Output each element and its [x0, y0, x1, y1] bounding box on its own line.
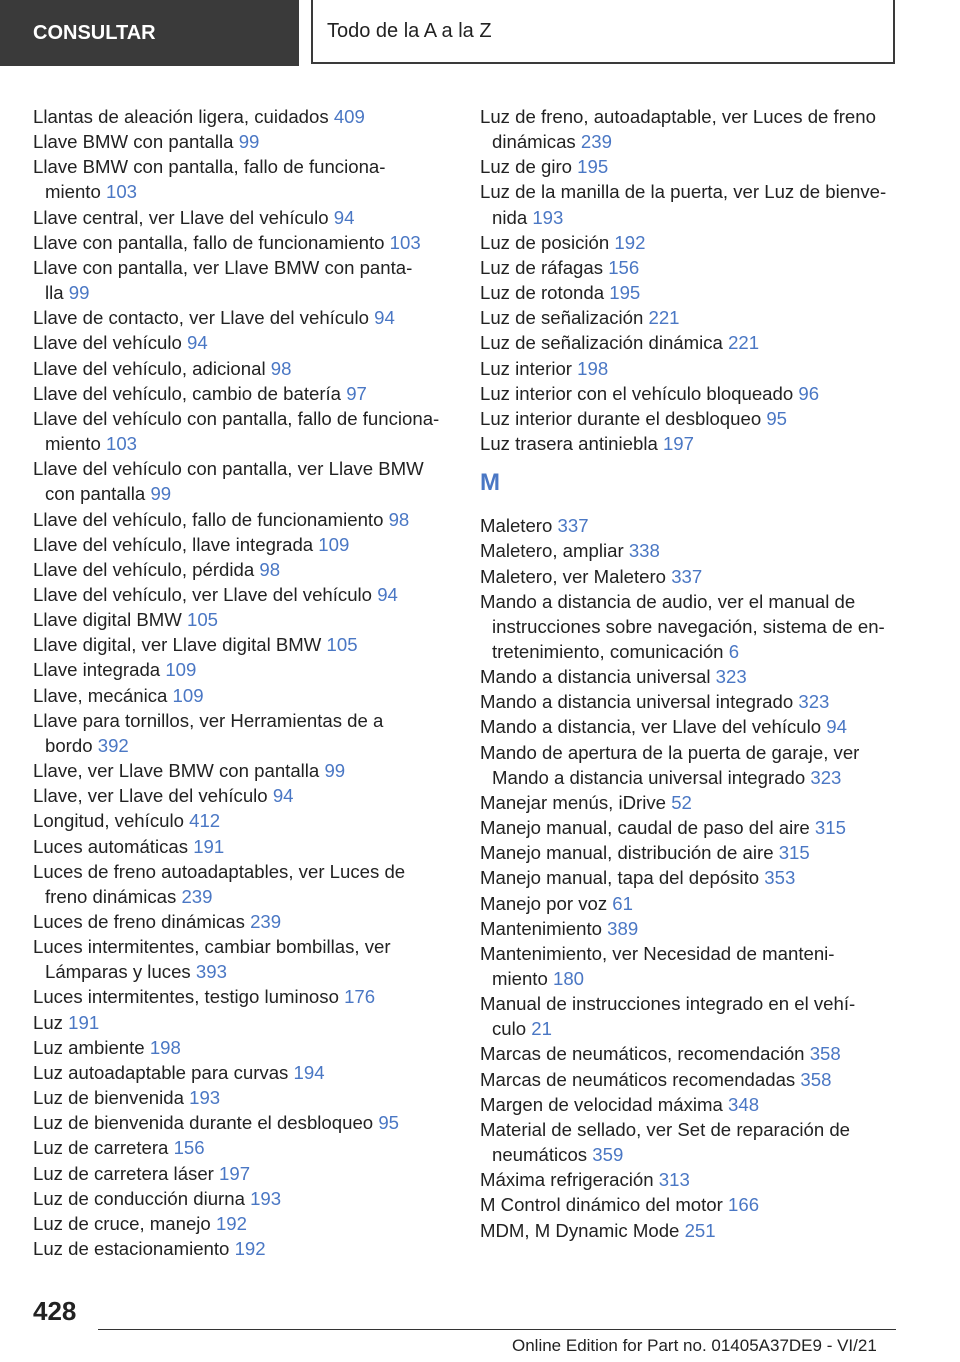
entry-term: Luz de la manilla de la puerta, ver Luz de bienve-: [480, 181, 887, 203]
entry-term: Llave, mecánica: [33, 684, 168, 706]
index-entry: [33, 758, 453, 783]
page-reference-link[interactable]: 192: [215, 1212, 247, 1234]
index-entry: [480, 891, 900, 916]
entry-term: bordo: [45, 734, 93, 756]
page-reference-link[interactable]: 94: [333, 206, 355, 228]
index-entry: [33, 683, 453, 708]
index-entry: [480, 179, 900, 229]
entry-term: nida: [492, 206, 528, 228]
footer-divider: [98, 1329, 896, 1330]
page-reference-link[interactable]: 98: [270, 357, 292, 379]
entry-term: Llave del vehículo, fallo de funcionamiento: [33, 508, 384, 530]
index-entry: [33, 934, 453, 984]
page-reference-link[interactable]: 198: [577, 357, 609, 379]
entry-term: MDM, M Dynamic Mode: [480, 1219, 680, 1241]
index-entry: [480, 330, 900, 355]
index-entry: [480, 865, 900, 890]
entry-term: Luz de carretera: [33, 1137, 169, 1159]
index-entry: [33, 1161, 453, 1186]
entry-term: Llave, ver Llave del vehículo: [33, 785, 268, 807]
page-reference-link[interactable]: 99: [324, 760, 346, 782]
page-reference-link[interactable]: 98: [388, 508, 410, 530]
entry-term: Llave con pantalla, fallo de funcionamiento: [33, 231, 385, 253]
page-reference-link[interactable]: 61: [612, 892, 633, 914]
page-reference-link[interactable]: 99: [150, 483, 172, 505]
index-entry: [33, 834, 453, 859]
page-reference-link[interactable]: 409: [333, 106, 365, 127]
entry-term: culo: [492, 1018, 527, 1040]
entry-term: Luz de freno, autoadaptable, ver Luces de freno: [480, 106, 876, 127]
page-reference-link[interactable]: 337: [671, 565, 703, 587]
page-reference-link[interactable]: 194: [293, 1061, 325, 1083]
entry-term: Mando a distancia universal integrado: [480, 691, 794, 713]
index-entry: [33, 255, 453, 305]
entry-term: Luz de posición: [480, 231, 610, 253]
page-reference-link[interactable]: 21: [531, 1018, 552, 1040]
index-entry: [480, 664, 900, 689]
page-reference-link[interactable]: 198: [149, 1036, 181, 1058]
entry-term: Mando a distancia universal integrado: [492, 766, 806, 788]
index-entry: [480, 916, 900, 941]
entry-term: Máxima refrigeración: [480, 1169, 654, 1191]
page-reference-link[interactable]: 337: [557, 515, 589, 537]
entry-term: Llave con pantalla, ver Llave BMW con panta-: [33, 256, 413, 278]
index-entry: [33, 582, 453, 607]
page-reference-link[interactable]: 156: [173, 1137, 205, 1159]
entry-term: Mando a distancia universal: [480, 666, 711, 688]
page-reference-link[interactable]: 94: [377, 583, 398, 605]
index-entry: [33, 154, 453, 204]
entry-term: Margen de velocidad máxima: [480, 1093, 723, 1115]
page-reference-link[interactable]: 94: [187, 332, 208, 354]
page-reference-link[interactable]: 105: [186, 609, 219, 631]
index-entry: [33, 1135, 453, 1160]
page-reference-link[interactable]: 389: [607, 917, 639, 939]
index-entry: [33, 708, 453, 758]
index-entry: [33, 632, 453, 657]
page-reference-link[interactable]: 195: [577, 156, 609, 178]
page-reference-link[interactable]: 221: [728, 332, 760, 354]
entry-term: Manejo por voz: [480, 892, 608, 914]
index-entry: [480, 689, 900, 714]
index-entry: [480, 941, 900, 991]
entry-term: Luz de señalización dinámica: [480, 332, 723, 354]
page-reference-link[interactable]: 393: [195, 961, 227, 983]
entry-term: Llave del vehículo, cambio de batería: [33, 382, 342, 404]
entry-term: instrucciones sobre navegación, sistema de en-: [492, 615, 885, 637]
index-entry: [33, 381, 453, 406]
index-entry: [33, 230, 453, 255]
entry-term: Material de sellado, ver Set de reparación de: [480, 1118, 851, 1140]
index-entry: [480, 280, 900, 305]
entry-term: Luz de carretera láser: [33, 1162, 214, 1184]
index-group-l: [480, 104, 900, 456]
entry-term: Luz de ráfagas: [480, 256, 604, 278]
entry-term: Llave BMW con pantalla, fallo de funciona-: [33, 156, 386, 178]
entry-term: Llave para tornillos, ver Herramientas de a: [33, 709, 384, 731]
page-reference-link[interactable]: 239: [181, 885, 213, 907]
index-entry: [33, 1010, 453, 1035]
page-reference-link[interactable]: 95: [766, 407, 788, 429]
entry-term: Marcas de neumáticos recomendadas: [480, 1068, 796, 1090]
page-reference-link[interactable]: 109: [318, 533, 350, 555]
page-reference-link[interactable]: 358: [800, 1068, 832, 1090]
chapter-tab: Todo de la A a la Z: [311, 0, 895, 64]
entry-term: dinámicas: [492, 131, 576, 153]
index-entry: [480, 840, 900, 865]
page-reference-link[interactable]: 6: [728, 640, 740, 662]
page-reference-link[interactable]: 193: [189, 1087, 221, 1109]
page-reference-link[interactable]: 353: [764, 867, 796, 889]
entry-term: miento: [45, 433, 101, 455]
entry-term: Llave integrada: [33, 659, 161, 681]
entry-term: Luces automáticas: [33, 835, 189, 857]
index-entry: [33, 1035, 453, 1060]
section-letter: M: [480, 469, 500, 497]
index-entry: [480, 230, 900, 255]
page-reference-link[interactable]: 323: [810, 766, 842, 788]
entry-term: Longitud, vehículo: [33, 810, 184, 832]
entry-term: freno dinámicas: [45, 885, 177, 907]
page-reference-link[interactable]: 98: [259, 558, 281, 580]
page-reference-link[interactable]: 197: [219, 1162, 251, 1184]
page-reference-link[interactable]: 197: [662, 433, 694, 455]
page-reference-link[interactable]: 348: [728, 1093, 760, 1115]
index-entry: [33, 557, 453, 582]
index-entry: [480, 154, 900, 179]
index-column-left: [33, 104, 453, 1261]
entry-term: Manejo manual, tapa del depósito: [480, 867, 760, 889]
page-reference-link[interactable]: 180: [552, 968, 585, 989]
index-entry: [33, 1186, 453, 1211]
index-entry: [33, 1060, 453, 1085]
page-reference-link[interactable]: 315: [814, 817, 846, 839]
page-reference-link[interactable]: 221: [648, 307, 680, 329]
entry-term: Llave del vehículo con pantalla, ver Llave BMW: [33, 458, 424, 480]
page-reference-link[interactable]: 392: [97, 734, 129, 756]
page-reference-link[interactable]: 94: [374, 307, 395, 329]
entry-term: Luz interior con el vehículo bloqueado: [480, 382, 794, 404]
index-entry: [480, 564, 900, 589]
page-reference-link[interactable]: 193: [250, 1187, 282, 1209]
page-reference-link[interactable]: 94: [826, 716, 847, 738]
page-reference-link[interactable]: 193: [532, 206, 564, 228]
index-entry: [33, 1085, 453, 1110]
entry-term: Luz de señalización: [480, 307, 644, 329]
entry-term: Llave del vehículo, llave integrada: [33, 533, 314, 555]
index-entry: [33, 507, 453, 532]
entry-term: Llave central, ver Llave del vehículo: [33, 206, 329, 228]
index-entry: [480, 589, 900, 664]
entry-term: Llave del vehículo, adicional: [33, 357, 266, 379]
entry-term: Llave, ver Llave BMW con pantalla: [33, 760, 320, 782]
page-reference-link[interactable]: 323: [715, 666, 747, 688]
entry-term: Luz de bienvenida durante el desbloqueo: [33, 1112, 374, 1134]
edition-text: Online Edition for Part no. 01405A37DE9 - VI/21: [512, 1336, 877, 1355]
page-reference-link[interactable]: 251: [684, 1219, 716, 1241]
index-entry: [480, 1067, 900, 1092]
entry-term: Llave del vehículo, pérdida: [33, 558, 255, 580]
index-entry: [33, 808, 453, 833]
entry-term: Manual de instrucciones integrado en el vehí-: [480, 993, 856, 1015]
entry-term: Luz ambiente: [33, 1036, 145, 1058]
index-group-m: [480, 513, 900, 1243]
index-entry: [33, 1110, 453, 1135]
index-entry: [480, 406, 900, 431]
page-reference-link[interactable]: 156: [608, 256, 640, 278]
entry-term: lla: [45, 282, 64, 304]
entry-term: Llave del vehículo: [33, 332, 182, 354]
index-entry: [480, 356, 900, 381]
page-reference-link[interactable]: 192: [614, 231, 646, 253]
section-tab: CONSULTAR: [0, 0, 299, 66]
index-entry: [33, 406, 453, 456]
entry-term: Manejo manual, distribución de aire: [480, 842, 774, 864]
page-reference-link[interactable]: 95: [378, 1112, 399, 1134]
page-reference-link[interactable]: 103: [105, 433, 138, 455]
page-reference-link[interactable]: 191: [68, 1011, 100, 1033]
entry-term: Luz de conducción diurna: [33, 1187, 245, 1209]
entry-term: Luces de freno dinámicas: [33, 911, 245, 932]
entry-term: Luz interior durante el desbloqueo: [480, 407, 762, 429]
index-entry: [480, 381, 900, 406]
page-reference-link[interactable]: 313: [658, 1169, 690, 1191]
page-header: [0, 0, 960, 66]
entry-term: Luz interior: [480, 357, 572, 379]
index-entry: [33, 456, 453, 506]
entry-term: Luz: [33, 1011, 63, 1033]
page-reference-link[interactable]: 323: [798, 691, 830, 713]
page-reference-link[interactable]: 103: [389, 231, 421, 253]
entry-term: Mando de apertura de la puerta de garaje, ver: [480, 741, 860, 763]
page-reference-link[interactable]: 105: [326, 634, 358, 656]
entry-term: miento: [492, 968, 548, 989]
index-entry: [33, 330, 453, 355]
page-reference-link[interactable]: 52: [671, 791, 692, 813]
index-entry: [480, 104, 900, 154]
index-entry: [480, 1218, 900, 1243]
entry-term: Mando a distancia, ver Llave del vehículo: [480, 716, 822, 738]
page-reference-link[interactable]: 359: [592, 1144, 624, 1166]
index-entry: [33, 984, 453, 1009]
page-reference-link[interactable]: 176: [344, 986, 376, 1008]
entry-term: Llantas de aleación ligera, cuidados: [33, 106, 329, 127]
index-entry: [480, 1092, 900, 1117]
entry-term: Luces intermitentes, testigo luminoso: [33, 986, 339, 1008]
index-entry: [33, 532, 453, 557]
entry-term: Maletero, ampliar: [480, 540, 624, 562]
index-entry: [480, 740, 900, 790]
page-reference-link[interactable]: 96: [798, 382, 820, 404]
entry-term: Mantenimiento, ver Necesidad de manteni-: [480, 942, 835, 964]
index-entry: [33, 1211, 453, 1236]
page-reference-link[interactable]: 358: [809, 1043, 841, 1065]
page-reference-link[interactable]: 109: [172, 684, 204, 706]
entry-term: Luz de giro: [480, 156, 572, 178]
entry-term: Luz trasera antiniebla: [480, 433, 658, 455]
index-entry: [480, 1041, 900, 1066]
entry-term: Manejar menús, iDrive: [480, 791, 667, 813]
entry-term: Marcas de neumáticos, recomendación: [480, 1043, 805, 1065]
index-entry: [480, 431, 900, 456]
page-reference-link[interactable]: 99: [238, 131, 260, 153]
entry-term: Manejo manual, caudal de paso del aire: [480, 817, 810, 839]
index-entry: [480, 815, 900, 840]
entry-term: Lámparas y luces: [45, 961, 191, 983]
index-entry: [480, 991, 900, 1041]
entry-term: Luces intermitentes, cambiar bombillas, ver: [33, 936, 391, 958]
index-entry: [33, 607, 453, 632]
index-entry: [480, 1192, 900, 1217]
page-reference-link[interactable]: 338: [628, 540, 660, 562]
page-number: 428: [33, 1296, 77, 1326]
entry-term: Llave del vehículo, ver Llave del vehículo: [33, 583, 373, 605]
index-entry: [33, 129, 453, 154]
index-entry: [480, 255, 900, 280]
index-entry: [33, 783, 453, 808]
index-entry: [33, 104, 453, 129]
page-reference-link[interactable]: 166: [728, 1194, 760, 1216]
entry-term: Luz de cruce, manejo: [33, 1212, 211, 1234]
entry-term: Maletero: [480, 515, 553, 537]
index-entry: [33, 305, 453, 330]
entry-term: M Control dinámico del motor: [480, 1194, 723, 1216]
page-reference-link[interactable]: 239: [580, 131, 612, 153]
index-entry: [480, 538, 900, 563]
page-reference-link[interactable]: 103: [105, 181, 138, 203]
index-entry: [480, 790, 900, 815]
index-entry: [33, 1236, 453, 1261]
page-reference-link[interactable]: 412: [189, 810, 221, 832]
entry-term: Llave BMW con pantalla: [33, 131, 234, 153]
entry-term: Llave del vehículo con pantalla, fallo de funciona-: [33, 407, 440, 429]
index-entry: [33, 909, 453, 934]
entry-term: Luces de freno autoadaptables, ver Luces de: [33, 860, 406, 882]
entry-term: Llave de contacto, ver Llave del vehículo: [33, 307, 369, 329]
entry-term: con pantalla: [45, 483, 146, 505]
index-entry: [480, 1117, 900, 1167]
page-reference-link[interactable]: 192: [234, 1238, 266, 1260]
page-reference-link[interactable]: 94: [272, 785, 294, 807]
page-reference-link[interactable]: 239: [250, 911, 282, 932]
entry-term: miento: [45, 181, 101, 203]
page-reference-link[interactable]: 97: [346, 382, 367, 404]
index-column-right: [480, 104, 900, 1243]
page-reference-link[interactable]: 99: [68, 282, 90, 304]
entry-term: Luz de estacionamiento: [33, 1238, 230, 1260]
entry-term: Mando a distancia de audio, ver el manual de: [480, 590, 856, 612]
entry-term: tretenimiento, comunicación: [492, 640, 724, 662]
entry-term: Mantenimiento: [480, 917, 602, 939]
page-reference-link[interactable]: 195: [609, 282, 641, 304]
index-entry: [33, 657, 453, 682]
index-entry: [480, 305, 900, 330]
entry-term: Maletero, ver Maletero: [480, 565, 667, 587]
entry-term: Llave digital BMW: [33, 609, 182, 631]
index-entry: [33, 205, 453, 230]
entry-term: Luz de bienvenida: [33, 1087, 184, 1109]
index-entry: [480, 1167, 900, 1192]
page-reference-link[interactable]: 315: [778, 842, 810, 864]
entry-term: Llave digital, ver Llave digital BMW: [33, 634, 322, 656]
index-entry: [480, 714, 900, 739]
index-entry: [33, 356, 453, 381]
entry-term: Luz de rotonda: [480, 282, 605, 304]
page-reference-link[interactable]: 109: [165, 659, 197, 681]
page-reference-link[interactable]: 191: [193, 835, 225, 857]
index-entry: [33, 859, 453, 909]
entry-term: Luz autoadaptable para curvas: [33, 1061, 289, 1083]
index-entry: [480, 513, 900, 538]
entry-term: neumáticos: [492, 1144, 588, 1166]
